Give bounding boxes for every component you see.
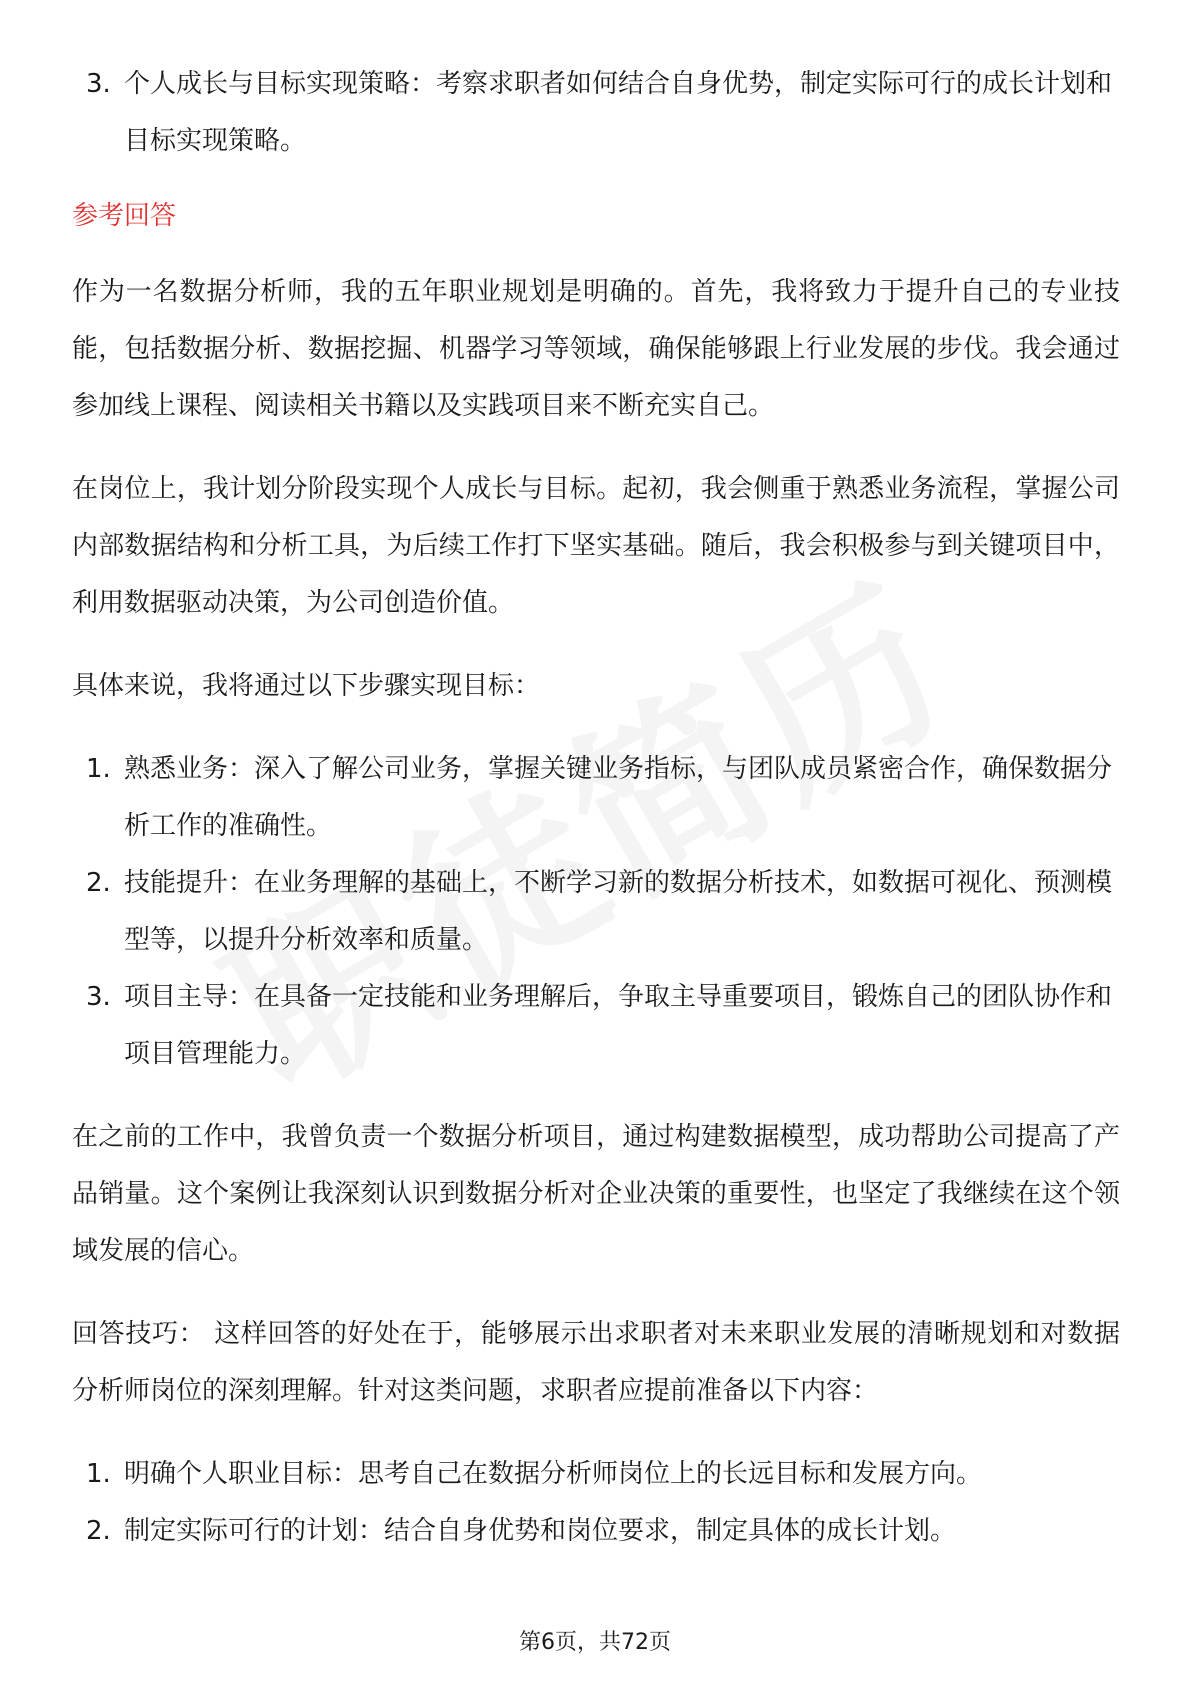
list-number: 3. (86, 982, 111, 1012)
paragraph: 具体来说，我将通过以下步骤实现目标： (72, 671, 541, 701)
steps-list (72, 741, 1120, 1083)
document-content (72, 56, 1120, 1560)
tips-paragraph: 回答技巧： 这样回答的好处在于，能够展示出求职者对未来职业发展的清晰规划和对数据分析师岗位的深刻理解。针对这类问题，求职者应提前准备以下内容： (72, 1319, 1120, 1406)
list-number: 2. (86, 1516, 111, 1546)
list-item (72, 855, 1120, 969)
list-item (72, 1446, 1120, 1503)
list-item (72, 1503, 1120, 1560)
list-text: 熟悉业务：深入了解公司业务，掌握关键业务指标，与团队成员紧密合作，确保数据分析工作的准确性。 (124, 754, 1113, 841)
list-text: 明确个人职业目标：思考自己在数据分析师岗位上的长远目标和发展方向。 (124, 1459, 983, 1489)
prep-list (72, 1446, 1120, 1560)
list-item (72, 969, 1120, 1083)
paragraph: 在岗位上，我计划分阶段实现个人成长与目标。起初，我会侧重于熟悉业务流程，掌握公司内部数据结构和分析工具，为后续工作打下坚实基础。随后，我会积极参与到关键项目中，利用数据驱动决策，为公司创造价值。 (72, 474, 1120, 618)
list-text: 技能提升：在业务理解的基础上，不断学习新的数据分析技术，如数据可视化、预测模型等，以提升分析效率和质量。 (124, 868, 1113, 955)
list-number: 1. (86, 754, 111, 784)
list-number: 3. (86, 69, 111, 99)
list-item (72, 741, 1120, 855)
page-footer: 第6页，共72页 (519, 1630, 671, 1655)
case-paragraph: 在之前的工作中，我曾负责一个数据分析项目，通过构建数据模型，成功帮助公司提高了产品销量。这个案例让我深刻认识到数据分析对企业决策的重要性，也坚定了我继续在这个领域发展的信心。 (72, 1122, 1120, 1266)
list-text: 个人成长与目标实现策略：考察求职者如何结合自身优势，制定实际可行的成长计划和目标实现策略。 (124, 69, 1113, 156)
list-number: 1. (86, 1459, 111, 1489)
paragraph: 作为一名数据分析师，我的五年职业规划是明确的。首先，我将致力于提升自己的专业技能，包括数据分析、数据挖掘、机器学习等领域，确保能够跟上行业发展的步伐。我会通过参加线上课程、阅读相关书籍以及实践项目来不断充实自己。 (72, 277, 1120, 421)
list-text: 项目主导：在具备一定技能和业务理解后，争取主导重要项目，锻炼自己的团队协作和项目管理能力。 (124, 982, 1113, 1069)
intro-list (72, 56, 1120, 170)
list-text: 制定实际可行的计划：结合自身优势和岗位要求，制定具体的成长计划。 (124, 1516, 957, 1546)
list-number: 2. (86, 868, 111, 898)
section-heading: 参考回答 (72, 201, 177, 231)
list-item (72, 56, 1120, 170)
